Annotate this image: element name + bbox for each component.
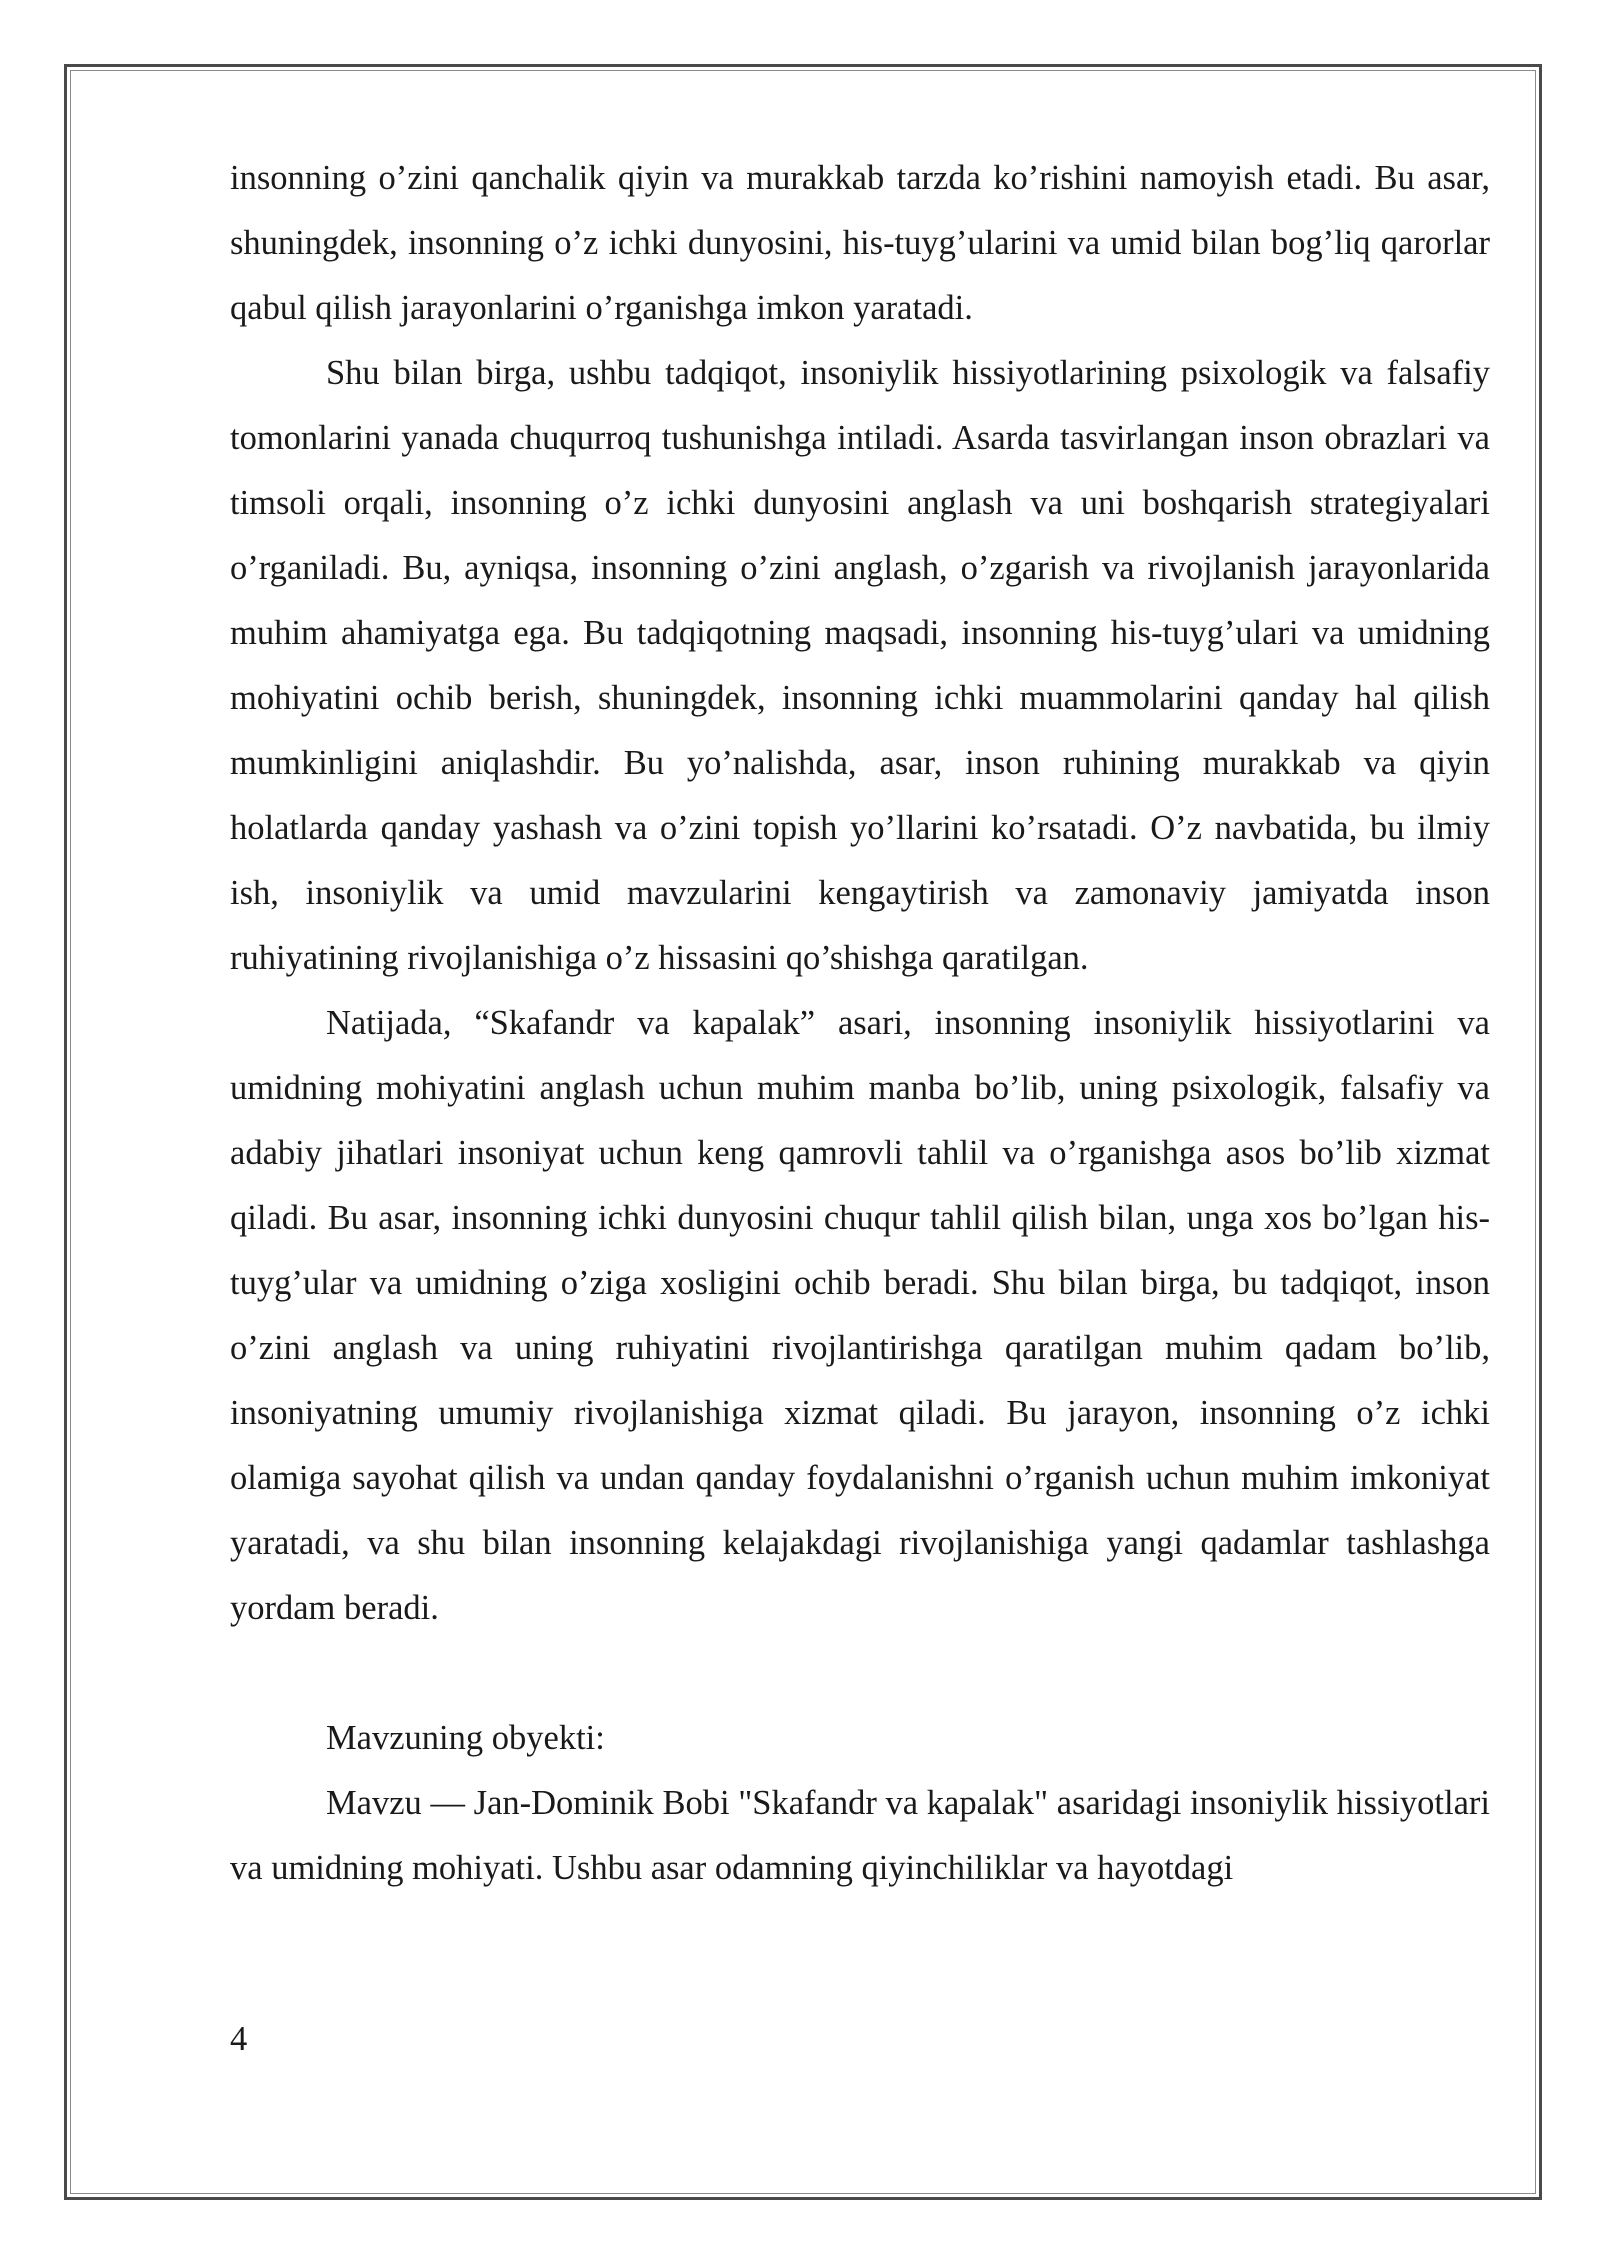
paragraph-research-goal: Shu bilan birga, ushbu tadqiqot, insoniylik hissiyotlarining psixologik va falsafiy tomonlarini yanada chuqurroq tushunishga intiladi. Asarda tasvirlangan inson obrazlari va timsoli orqali, insonning o’z ichki dunyosini anglash va uni boshqarish strategiyalari o’rganiladi. Bu, ayniqsa, insonning o’zini anglash, o’zgarish va rivojlanish jarayonlarida muhim ahamiyatga ega. Bu tadqiqotning maqsadi, insonning his-tuyg’ulari va umidning mohiyatini ochib berish, shuningdek, insonning ichki muammolarini qanday hal qilish mumkinligini aniqlashdir. Bu yo’nalishda, asar, inson ruhining murakkab va qiyin holatlarda qanday yashash va o’zini topish yo’llarini ko’rsatadi. O’z navbatida, bu ilmiy ish, insoniylik va umid mavzularini kengaytirish va zamonaviy jamiyatda inson ruhiyatining rivojlanishiga o’z hissasini qo’shishga qaratilgan. (230, 354, 1490, 977)
paragraph-conclusion: Natijada, “Skafandr va kapalak” asari, insonning insoniylik hissiyotlarini va umidning mohiyatini anglash uchun muhim manba bo’lib, uning psixologik, falsafiy va adabiy jihatlari insoniyat uchun keng qamrovli tahlil va o’rganishga asos bo’lib xizmat qiladi. Bu asar, insonning ichki dunyosini chuqur tahlil qilish bilan, unga xos bo’lgan his-tuyg’ular va umidning o’ziga xosligini ochib beradi. Shu bilan birga, bu tadqiqot, inson o’zini anglash va uning ruhiyatini rivojlantirishga qaratilgan muhim qadam bo’lib, insoniyatning umumiy rivojlanishiga xizmat qiladi. Bu jarayon, insonning o’z ichki olamiga sayohat qilish va undan qanday foydalanishni o’rganish uchun muhim imkoniyat yaratadi, va shu bilan insonning kelajakdagi rivojlanishiga yangi qadamlar tashlashga yordam beradi. (230, 1004, 1490, 1627)
paragraph-subject: Mavzu — Jan-Dominik Bobi "Skafandr va kapalak" asaridagi insoniylik hissiyotlari va umidning mohiyati. Ushbu asar odamning qiyinchiliklar va hayotdagi (230, 1784, 1490, 1887)
page-number: 4 (230, 2020, 248, 2058)
document-body (230, 146, 1490, 1901)
section-heading-object: Mavzuning obyekti: (326, 1719, 605, 1757)
paragraph-continuation: insonning o’zini qanchalik qiyin va murakkab tarzda ko’rishini namoyish etadi. Bu asar, shuningdek, insonning o’z ichki dunyosini, his-tuyg’ularini va umid bilan bog’liq qarorlar qabul qilish jarayonlarini o’rganishga imkon yaratadi. (230, 159, 1490, 327)
